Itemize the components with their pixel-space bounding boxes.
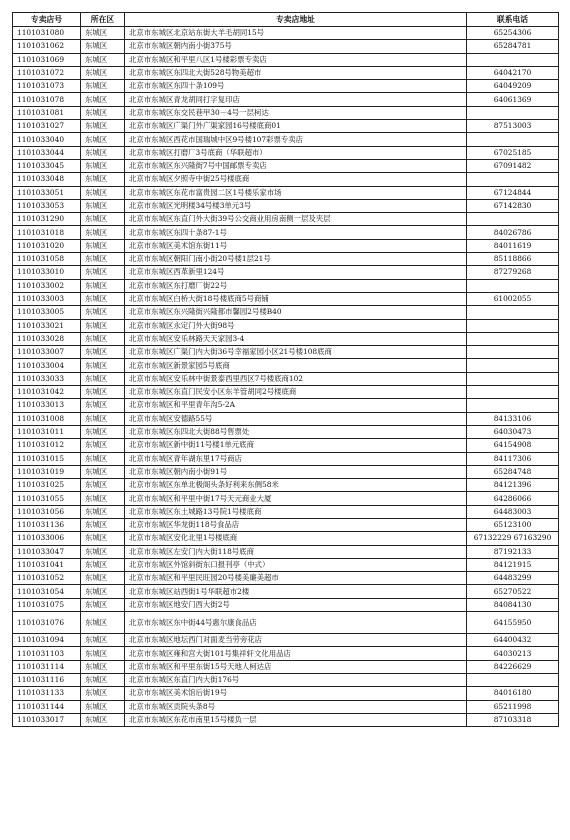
- address-cell: 北京市东城区东花市南里15号楼负一层: [125, 713, 467, 726]
- phone-cell: [467, 332, 559, 345]
- store-id-cell: 1101033004: [13, 359, 81, 372]
- table-row: [13, 612, 559, 634]
- table-row: [13, 226, 559, 239]
- address-cell: 北京市东城区美术馆后街19号: [125, 687, 467, 700]
- table-row: [13, 518, 559, 531]
- store-id-cell: 1101033013: [13, 399, 81, 412]
- district-cell: 东城区: [81, 199, 125, 212]
- address-cell: 北京市东城区雍和宫大街101号集祥轩文化用品店: [125, 647, 467, 660]
- phone-cell: [467, 106, 559, 119]
- header-address: 专卖店地址: [125, 13, 467, 27]
- phone-cell: 84121915: [467, 558, 559, 571]
- phone-cell: 61002055: [467, 292, 559, 305]
- table-row: [13, 266, 559, 279]
- phone-cell: 84016180: [467, 687, 559, 700]
- phone-cell: 64483003: [467, 505, 559, 518]
- store-id-cell: 1101031008: [13, 412, 81, 425]
- table-row: [13, 492, 559, 505]
- table-row: [13, 120, 559, 133]
- phone-cell: [467, 399, 559, 412]
- table-row: [13, 558, 559, 571]
- address-cell: 北京市东城区地坛西门对面麦当劳旁花店: [125, 634, 467, 647]
- phone-cell: 85118866: [467, 253, 559, 266]
- phone-cell: 64049209: [467, 80, 559, 93]
- table-row: [13, 572, 559, 585]
- store-id-cell: 1101031073: [13, 80, 81, 93]
- address-cell: 北京市东城区广渠门内大街36号幸福家园小区21号楼108底商: [125, 346, 467, 359]
- address-cell: 北京市东城区光明楼34号楼3单元3号: [125, 199, 467, 212]
- district-cell: 东城区: [81, 173, 125, 186]
- district-cell: 东城区: [81, 412, 125, 425]
- table-row: [13, 452, 559, 465]
- phone-cell: 67091482: [467, 159, 559, 172]
- store-id-cell: 1101031041: [13, 558, 81, 571]
- table-row: [13, 27, 559, 40]
- store-id-cell: 1101031042: [13, 386, 81, 399]
- table-row: [13, 673, 559, 686]
- store-id-cell: 1101033048: [13, 173, 81, 186]
- store-id-cell: 1101031072: [13, 66, 81, 79]
- phone-cell: 67124844: [467, 186, 559, 199]
- phone-cell: 87192133: [467, 545, 559, 558]
- district-cell: 东城区: [81, 585, 125, 598]
- store-id-cell: 1101031136: [13, 518, 81, 531]
- district-cell: 东城区: [81, 492, 125, 505]
- district-cell: 东城区: [81, 53, 125, 66]
- address-cell: 北京市东城区东四十条87-1号: [125, 226, 467, 239]
- address-cell: 北京市东城区新中街11号楼1单元底商: [125, 439, 467, 452]
- district-cell: 东城区: [81, 80, 125, 93]
- table-row: [13, 173, 559, 186]
- table-row: [13, 332, 559, 345]
- address-cell: 北京市东城区美术馆东街11号: [125, 239, 467, 252]
- address-cell: 北京市东城区地安门西大街2号: [125, 598, 467, 611]
- address-cell: 北京市东城区安乐林路天天家园3-4: [125, 332, 467, 345]
- address-cell: 北京市东城区贡院头条8号: [125, 700, 467, 713]
- phone-cell: 65270522: [467, 585, 559, 598]
- phone-cell: 87103318: [467, 713, 559, 726]
- table-row: [13, 186, 559, 199]
- address-cell: 北京市东城区东打磨厂街22号: [125, 279, 467, 292]
- district-cell: 东城区: [81, 545, 125, 558]
- district-cell: 东城区: [81, 386, 125, 399]
- phone-cell: 84133106: [467, 412, 559, 425]
- table-row: [13, 660, 559, 673]
- store-id-cell: 1101033047: [13, 545, 81, 558]
- table-row: [13, 465, 559, 478]
- address-cell: 北京市东城区和平里青年沟5-2A: [125, 399, 467, 412]
- district-cell: 东城区: [81, 359, 125, 372]
- address-cell: 北京市东城区安乐林中街景泰西里西区7号楼底商102: [125, 372, 467, 385]
- store-id-cell: 1101031012: [13, 439, 81, 452]
- store-id-cell: 1101031020: [13, 239, 81, 252]
- store-id-cell: 1101031144: [13, 700, 81, 713]
- district-cell: 东城区: [81, 346, 125, 359]
- address-cell: 北京市东城区左安门内大街118号底商: [125, 545, 467, 558]
- table-row: [13, 80, 559, 93]
- store-id-cell: 1101033033: [13, 372, 81, 385]
- address-cell: 北京市东城区东单北极阁头条好利来东侧58米: [125, 479, 467, 492]
- address-cell: 北京市东城区东直门内大街176号: [125, 673, 467, 686]
- table-row: [13, 279, 559, 292]
- district-cell: 东城区: [81, 713, 125, 726]
- phone-cell: 64483299: [467, 572, 559, 585]
- phone-cell: 65211998: [467, 700, 559, 713]
- address-cell: 北京市东城区东四北大街528号物美超市: [125, 66, 467, 79]
- address-cell: 北京市东城区东土城路13号院1号楼底商: [125, 505, 467, 518]
- store-id-cell: 1101031018: [13, 226, 81, 239]
- store-id-cell: 1101031078: [13, 93, 81, 106]
- phone-cell: 65123100: [467, 518, 559, 531]
- district-cell: 东城区: [81, 612, 125, 634]
- district-cell: 东城区: [81, 465, 125, 478]
- address-cell: 北京市东城区新景家园5号底商: [125, 359, 467, 372]
- table-row: [13, 386, 559, 399]
- table-row: [13, 505, 559, 518]
- phone-cell: [467, 279, 559, 292]
- table-row: [13, 319, 559, 332]
- district-cell: 东城区: [81, 332, 125, 345]
- district-cell: 东城区: [81, 66, 125, 79]
- table-row: [13, 146, 559, 159]
- district-cell: 东城区: [81, 425, 125, 438]
- table-body: [13, 27, 559, 727]
- store-id-cell: 1101031081: [13, 106, 81, 119]
- phone-cell: [467, 346, 559, 359]
- table-row: [13, 213, 559, 226]
- district-cell: 东城区: [81, 558, 125, 571]
- table-row: [13, 713, 559, 726]
- phone-cell: 67142830: [467, 199, 559, 212]
- phone-cell: 67132229 67163290: [467, 532, 559, 545]
- address-cell: 北京市东城区东直门民安小区东羊管胡同2号楼底商: [125, 386, 467, 399]
- address-cell: 北京市东城区朝内南小街91号: [125, 465, 467, 478]
- store-id-cell: 1101031094: [13, 634, 81, 647]
- store-id-cell: 1101031080: [13, 27, 81, 40]
- address-cell: 北京市东城区西革新里124号: [125, 266, 467, 279]
- district-cell: 东城区: [81, 518, 125, 531]
- address-cell: 北京市东城区青年湖东里17号商店: [125, 452, 467, 465]
- table-row: [13, 93, 559, 106]
- store-id-cell: 1101033006: [13, 532, 81, 545]
- store-id-cell: 1101031290: [13, 213, 81, 226]
- district-cell: 东城区: [81, 120, 125, 133]
- phone-cell: 64155950: [467, 612, 559, 634]
- phone-cell: [467, 359, 559, 372]
- store-table: [12, 12, 559, 727]
- table-row: [13, 359, 559, 372]
- district-cell: 东城区: [81, 452, 125, 465]
- address-cell: 北京市东城区和平里民旺园20号楼美廉美超市: [125, 572, 467, 585]
- district-cell: 东城区: [81, 146, 125, 159]
- store-id-cell: 1101031052: [13, 572, 81, 585]
- address-cell: 北京市东城区青龙胡同打字复印店: [125, 93, 467, 106]
- store-id-cell: 1101033005: [13, 306, 81, 319]
- table-row: [13, 253, 559, 266]
- store-id-cell: 1101031056: [13, 505, 81, 518]
- phone-cell: [467, 319, 559, 332]
- address-cell: 北京市东城区朝阳门南小街20号楼1层21号: [125, 253, 467, 266]
- district-cell: 东城区: [81, 213, 125, 226]
- phone-cell: 64061369: [467, 93, 559, 106]
- district-cell: 东城区: [81, 660, 125, 673]
- phone-cell: 64030213: [467, 647, 559, 660]
- header-store-id: 专卖店号: [13, 13, 81, 27]
- table-row: [13, 545, 559, 558]
- table-row: [13, 306, 559, 319]
- store-id-cell: 1101031025: [13, 479, 81, 492]
- district-cell: 东城区: [81, 239, 125, 252]
- table-row: [13, 239, 559, 252]
- district-cell: 东城区: [81, 40, 125, 53]
- district-cell: 东城区: [81, 226, 125, 239]
- table-row: [13, 598, 559, 611]
- address-cell: 北京市东城区打磨厂3号底商（华联超市）: [125, 146, 467, 159]
- store-id-cell: 1101033007: [13, 346, 81, 359]
- address-cell: 北京市东城区安德路55号: [125, 412, 467, 425]
- table-row: [13, 634, 559, 647]
- district-cell: 东城区: [81, 700, 125, 713]
- district-cell: 东城区: [81, 133, 125, 146]
- address-cell: 北京市东城区华龙街118号食品店: [125, 518, 467, 531]
- store-id-cell: 1101033021: [13, 319, 81, 332]
- phone-cell: 67025185: [467, 146, 559, 159]
- phone-cell: 84117306: [467, 452, 559, 465]
- store-id-cell: 1101031015: [13, 452, 81, 465]
- phone-cell: 84026786: [467, 226, 559, 239]
- district-cell: 东城区: [81, 27, 125, 40]
- address-cell: 北京市东城区东交民巷甲30－4号一层柯达: [125, 106, 467, 119]
- address-cell: 北京市东城区和平里八区1号楼彩票专卖店: [125, 53, 467, 66]
- store-id-cell: 1101031114: [13, 660, 81, 673]
- phone-cell: 64400432: [467, 634, 559, 647]
- district-cell: 东城区: [81, 106, 125, 119]
- phone-cell: [467, 53, 559, 66]
- phone-cell: 84011619: [467, 239, 559, 252]
- address-cell: 北京市东城区夕照寺中街25号楼底商: [125, 173, 467, 186]
- district-cell: 东城区: [81, 687, 125, 700]
- store-id-cell: 1101033040: [13, 133, 81, 146]
- store-id-cell: 1101031058: [13, 253, 81, 266]
- store-id-cell: 1101031027: [13, 120, 81, 133]
- district-cell: 东城区: [81, 306, 125, 319]
- address-cell: 北京市东城区永定门外大街98号: [125, 319, 467, 332]
- phone-cell: 87513003: [467, 120, 559, 133]
- table-row: [13, 647, 559, 660]
- table-row: [13, 585, 559, 598]
- address-cell: 北京市东城区白桥大街18号楼底商5号商铺: [125, 292, 467, 305]
- address-cell: 北京市东城区东四北大街88号售票处: [125, 425, 467, 438]
- phone-cell: [467, 173, 559, 186]
- district-cell: 东城区: [81, 505, 125, 518]
- district-cell: 东城区: [81, 159, 125, 172]
- phone-cell: [467, 372, 559, 385]
- table-row: [13, 479, 559, 492]
- district-cell: 东城区: [81, 673, 125, 686]
- address-cell: 北京市东城区朝内南小街375号: [125, 40, 467, 53]
- phone-cell: 84121396: [467, 479, 559, 492]
- table-row: [13, 425, 559, 438]
- table-row: [13, 372, 559, 385]
- address-cell: 北京市东城区东四十条109号: [125, 80, 467, 93]
- district-cell: 东城区: [81, 647, 125, 660]
- address-cell: 北京市东城区东兴隆街7号中国邮票专卖店: [125, 159, 467, 172]
- table-row: [13, 687, 559, 700]
- address-cell: 北京市东城区东兴隆街兴隆都市馨园2号楼B40: [125, 306, 467, 319]
- store-id-cell: 1101031019: [13, 465, 81, 478]
- address-cell: 北京市东城区安化北里1号楼底商: [125, 532, 467, 545]
- table-row: [13, 133, 559, 146]
- phone-cell: 87279268: [467, 266, 559, 279]
- store-id-cell: 1101033053: [13, 199, 81, 212]
- phone-cell: 65284748: [467, 465, 559, 478]
- address-cell: 北京市东城区东直门外大街39号公交商业用房南侧一层及夹层: [125, 213, 467, 226]
- document-page: [12, 12, 558, 727]
- store-id-cell: 1101031075: [13, 598, 81, 611]
- table-row: [13, 412, 559, 425]
- store-id-cell: 1101033044: [13, 146, 81, 159]
- table-row: [13, 53, 559, 66]
- phone-cell: [467, 213, 559, 226]
- table-row: [13, 399, 559, 412]
- district-cell: 东城区: [81, 598, 125, 611]
- store-id-cell: 1101031116: [13, 673, 81, 686]
- header-district: 所在区: [81, 13, 125, 27]
- table-row: [13, 346, 559, 359]
- phone-cell: 64286066: [467, 492, 559, 505]
- district-cell: 东城区: [81, 479, 125, 492]
- store-id-cell: 1101031011: [13, 425, 81, 438]
- store-id-cell: 1101033003: [13, 292, 81, 305]
- district-cell: 东城区: [81, 266, 125, 279]
- header-phone: 联系电话: [467, 13, 559, 27]
- phone-cell: [467, 306, 559, 319]
- phone-cell: 64042170: [467, 66, 559, 79]
- phone-cell: [467, 673, 559, 686]
- store-id-cell: 1101031062: [13, 40, 81, 53]
- store-id-cell: 1101033010: [13, 266, 81, 279]
- table-row: [13, 700, 559, 713]
- address-cell: 北京市东城区和平里中街17号天元商业大厦: [125, 492, 467, 505]
- address-cell: 北京市东城区东中街44号惠尔康食品店: [125, 612, 467, 634]
- phone-cell: 65284781: [467, 40, 559, 53]
- district-cell: 东城区: [81, 319, 125, 332]
- address-cell: 北京市东城区广渠门外广渠家园16号楼底商01: [125, 120, 467, 133]
- district-cell: 东城区: [81, 93, 125, 106]
- store-id-cell: 1101033045: [13, 159, 81, 172]
- store-id-cell: 1101033028: [13, 332, 81, 345]
- district-cell: 东城区: [81, 399, 125, 412]
- district-cell: 东城区: [81, 279, 125, 292]
- phone-cell: 64030473: [467, 425, 559, 438]
- table-row: [13, 532, 559, 545]
- address-cell: 北京市东城区和平里东街15号天地人柯达店: [125, 660, 467, 673]
- district-cell: 东城区: [81, 439, 125, 452]
- address-cell: 北京市东城区北京站东街大羊毛胡同15号: [125, 27, 467, 40]
- address-cell: 北京市东城区西花市国瑞城中区9号楼107彩票专卖店: [125, 133, 467, 146]
- address-cell: 北京市东城区东花市富贵园二区1号楼乐家市场: [125, 186, 467, 199]
- district-cell: 东城区: [81, 572, 125, 585]
- table-row: [13, 439, 559, 452]
- store-id-cell: 1101031103: [13, 647, 81, 660]
- district-cell: 东城区: [81, 532, 125, 545]
- phone-cell: 84226629: [467, 660, 559, 673]
- phone-cell: 84084130: [467, 598, 559, 611]
- store-id-cell: 1101033017: [13, 713, 81, 726]
- table-row: [13, 66, 559, 79]
- store-id-cell: 1101031055: [13, 492, 81, 505]
- phone-cell: [467, 386, 559, 399]
- district-cell: 东城区: [81, 634, 125, 647]
- table-row: [13, 292, 559, 305]
- table-row: [13, 159, 559, 172]
- address-cell: 北京市东城区站西街1号华联超市2楼: [125, 585, 467, 598]
- table-row: [13, 106, 559, 119]
- address-cell: 北京市东城区外馆斜街东口报刊亭（中式）: [125, 558, 467, 571]
- store-id-cell: 1101031069: [13, 53, 81, 66]
- table-row: [13, 40, 559, 53]
- district-cell: 东城区: [81, 292, 125, 305]
- table-row: [13, 199, 559, 212]
- phone-cell: 65254306: [467, 27, 559, 40]
- phone-cell: [467, 133, 559, 146]
- phone-cell: 64154908: [467, 439, 559, 452]
- district-cell: 东城区: [81, 186, 125, 199]
- table-header-row: [13, 13, 559, 27]
- store-id-cell: 1101033002: [13, 279, 81, 292]
- store-id-cell: 1101033051: [13, 186, 81, 199]
- store-id-cell: 1101031054: [13, 585, 81, 598]
- district-cell: 东城区: [81, 372, 125, 385]
- district-cell: 东城区: [81, 253, 125, 266]
- store-id-cell: 1101031133: [13, 687, 81, 700]
- store-id-cell: 1101031076: [13, 612, 81, 634]
